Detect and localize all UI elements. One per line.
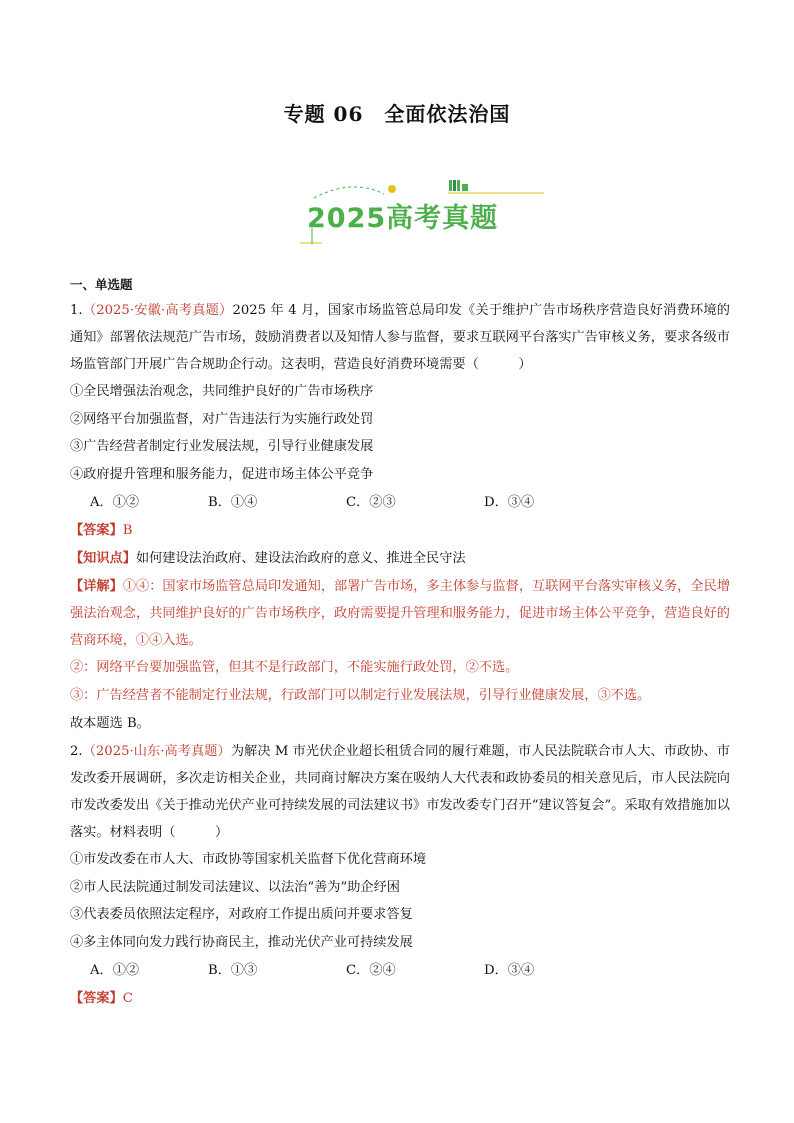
- question-1-option: ②网络平台加强监督，对广告违法行为实施行政处罚: [70, 411, 374, 427]
- banner-title: 2025高考真题: [307, 203, 499, 234]
- page-title: 专题 06 全面依法治国: [283, 102, 511, 126]
- question-1-detail-2: ②：网络平台要加强监管，但其不是行政部门，不能实施行政处罚，②不选。: [70, 660, 519, 675]
- question-2-option: ④多主体同向发力践行协商民主，推动光伏产业可持续发展: [70, 934, 413, 950]
- section-heading: 一、单选题: [70, 277, 133, 292]
- question-source: （2025·山东·高考真题）: [82, 744, 231, 759]
- question-1-option: ④政府提升管理和服务能力，促进市场主体公平竞争: [70, 466, 374, 482]
- question-1-stem: 1.（2025·安徽·高考真题）2025 年 4 月，国家市场监管总局印发《关于维护广告市场秩序营造良好消费环境的通知》部署依法规范广告市场，鼓励消费者以及知情人参与监督，要求互联网平台落实广告审核义务，要求各级市场监管部门开展广告合规助企行动。这表明，营造良好消费环境需要（ ）: [70, 303, 730, 372]
- content: [70, 275, 730, 1013]
- choice-a: A．①②: [90, 495, 140, 510]
- question-2-option: ③代表委员依照法定程序，对政府工作提出质问并要求答复: [70, 907, 413, 922]
- question-1-choices: [70, 488, 730, 517]
- question-source: （2025·安徽·高考真题）: [82, 303, 233, 318]
- question-1-conclusion: 故本题选 B。: [70, 716, 150, 731]
- choice-d: D．③④: [484, 963, 535, 978]
- question-2-stem: 2.（2025·山东·高考真题）为解决 M 市光伏企业超长租赁合同的履行难题，市人民法院联合市人大、市政协、市发改委开展调研，多次走访相关企业，共同商讨解决方案在吸纳人大代表和政协委员的相关意见后，市人民法院向市发改委发出《关于推动光伏产业可持续发展的司法建议书》市发改委专门召开“建议答复会”。采取有效措施加以落实。材料表明（ ）: [70, 744, 730, 840]
- question-1-detail-3: ③：广告经营者不能制定行业法规，行政部门可以制定行业发展法规，引导行业健康发展，③不选。: [70, 688, 651, 703]
- question-1-detail: 【详解】①④：国家市场监管总局印发通知，部署广告市场，多主体参与监督，互联网平台落实审核义务，全民增强法治观念，共同维护良好的广告市场秩序，政府需要提升管理和服务能力，促进市场主体公平竞争，营造良好的营商环境，①④入选。: [70, 579, 731, 648]
- choice-c: C．②③: [346, 495, 396, 510]
- question-1-knowledge: 【知识点】如何建设法治政府、建设法治政府的意义、推进全民守法: [70, 551, 466, 566]
- choice-a: A．①②: [90, 963, 140, 978]
- choice-d: D．③④: [484, 495, 535, 510]
- choice-b: B．①④: [208, 495, 258, 510]
- choice-b: B．①③: [208, 963, 258, 978]
- question-2-option: ①市发改委在市人大、市政协等国家机关监督下优化营商环境: [70, 852, 427, 867]
- question-1-answer: 【答案】B: [70, 523, 133, 538]
- choice-c: C．②④: [346, 963, 396, 978]
- question-2-option: ②市人民法院通过制发司法建议、以法治“善为”助企纾困: [70, 879, 400, 895]
- question-2-choices: [70, 956, 730, 985]
- book-icon: [449, 180, 452, 191]
- dot-icon: [388, 185, 396, 193]
- question-1-option: ①全民增强法治观念，共同维护良好的广告市场秩序: [70, 384, 374, 399]
- question-2-answer: 【答案】C: [70, 991, 133, 1006]
- question-1-option: ③广告经营者制定行业发展法规，引导行业健康发展: [70, 439, 374, 454]
